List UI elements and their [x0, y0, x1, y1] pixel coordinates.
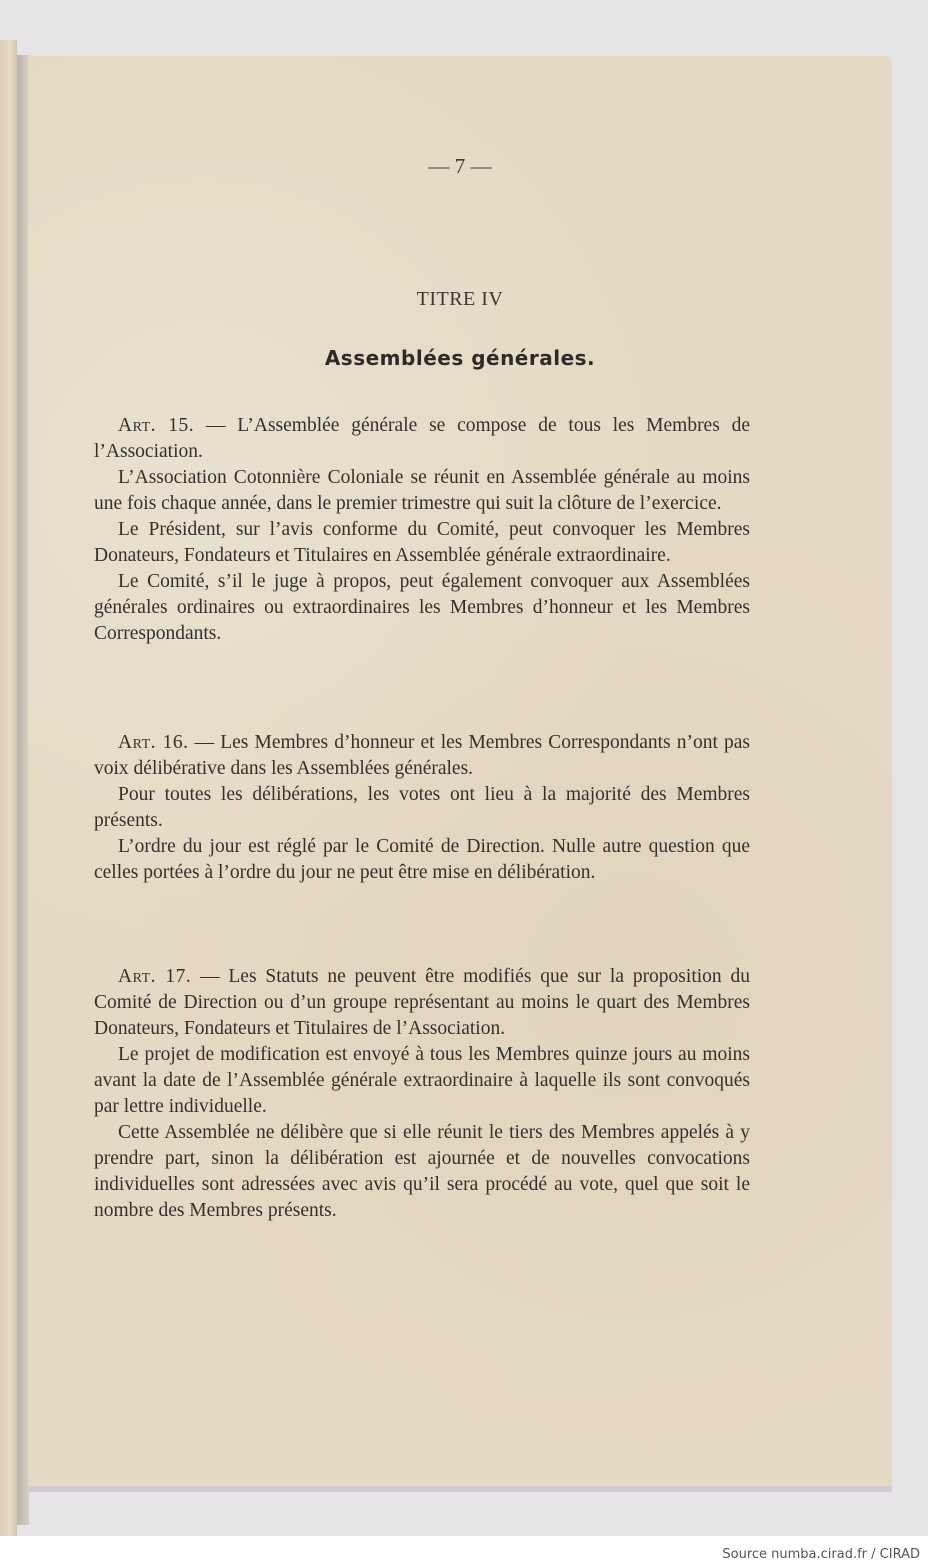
article-paragraph: Le Comité, s’il le juge à propos, peut également convoquer aux Assemblées générales ordinaires ou extraordinaires les Membres d’honneur et les Membres Correspondants. [94, 571, 750, 644]
article-paragraph: L’Association Cotonnière Coloniale se réunit en Assemblée générale au moins une fois chaque année, dans le premier trimestre qui suit la clôture de l’exercice. [94, 467, 750, 514]
article-paragraph: Art. 17. — Les Statuts ne peuvent être modifiés que sur la proposition du Comité de Direction ou d’un groupe représentant au moins le quart des Membres Donateurs, Fondateurs et Titulaires de l’Association. [94, 966, 750, 1039]
article-paragraph: Le Président, sur l’avis conforme du Comité, peut convoquer les Membres Donateurs, Fondateurs et Titulaires en Assemblée générale extraordinaire. [94, 519, 750, 566]
article-paragraph: Art. 15. — L’Assemblée générale se compose de tous les Membres de l’Association. [94, 415, 750, 462]
source-caption: Source numba.cirad.fr / CIRAD [722, 1547, 920, 1562]
article-paragraph: Pour toutes les délibérations, les votes ont lieu à la majorité des Membres présents. [94, 784, 750, 831]
facing-page-edge [0, 40, 17, 1536]
article-paragraph: Art. 16. — Les Membres d’honneur et les Membres Correspondants n’ont pas voix délibérative dans les Assemblées générales. [94, 732, 751, 779]
section-heading: Assemblées générales. [324, 346, 596, 370]
article-paragraph: Cette Assemblée ne délibère que si elle réunit le tiers des Membres appelés à y prendre part, sinon la délibération est ajournée et de nouvelles convocations individuelles sont adressées avec avis qu’il sera procédé au vote, quel que soit le nombre des Membres présents. [94, 1122, 750, 1221]
article-paragraph: L’ordre du jour est réglé par le Comité de Direction. Nulle autre question que celles portées à l’ordre du jour ne peut être mise en délibération. [94, 836, 750, 883]
page-number: — 7 — [428, 154, 492, 178]
article-label: Art. 16. [118, 732, 189, 753]
article-17 [94, 964, 750, 1224]
article-paragraph: Le projet de modification est envoyé à tous les Membres quinze jours au moins avant la date de l’Assemblée générale extraordinaire à laquelle ils sont convoqués par lettre individuelle. [94, 1044, 750, 1117]
title-heading: TITRE IV [416, 288, 504, 310]
article-label: Art. 15. [118, 415, 195, 436]
document-page [28, 56, 892, 1486]
article-16 [94, 730, 750, 886]
article-15 [94, 413, 750, 647]
article-label: Art. 17. [118, 966, 192, 987]
